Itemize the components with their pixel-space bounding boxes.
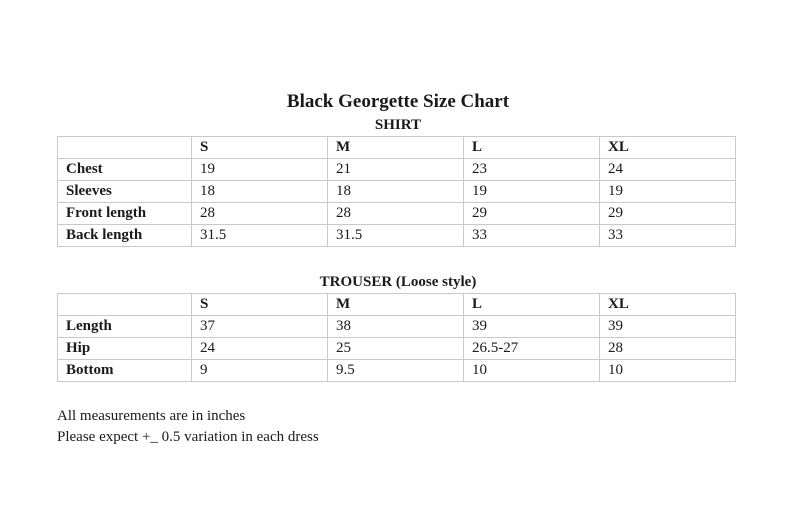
table-cell: 24 xyxy=(192,338,328,360)
table-cell: 37 xyxy=(192,316,328,338)
table-row-front-length xyxy=(58,203,736,225)
table-row-bottom xyxy=(58,360,736,382)
table-cell: 31.5 xyxy=(192,225,328,247)
table-cell: 19 xyxy=(464,181,600,203)
header-cell-m: M xyxy=(328,294,464,316)
header-cell-xl: XL xyxy=(600,294,736,316)
table-cell: 25 xyxy=(328,338,464,360)
header-cell-s: S xyxy=(192,294,328,316)
table-cell: 33 xyxy=(464,225,600,247)
page-title: Black Georgette Size Chart xyxy=(286,91,510,112)
shirt-size-table xyxy=(57,136,736,247)
trouser-size-table xyxy=(57,293,736,382)
table-cell: 9 xyxy=(192,360,328,382)
table-cell: 28 xyxy=(328,203,464,225)
row-label: Back length xyxy=(58,225,192,247)
row-label: Bottom xyxy=(58,360,192,382)
table-cell: 38 xyxy=(328,316,464,338)
header-cell-empty xyxy=(58,294,192,316)
table-cell: 33 xyxy=(600,225,736,247)
note-units: All measurements are in inches xyxy=(57,408,246,424)
table-cell: 10 xyxy=(464,360,600,382)
measurement-notes xyxy=(57,406,319,448)
table-cell: 19 xyxy=(600,181,736,203)
header-cell-empty xyxy=(58,137,192,159)
table-header-row xyxy=(58,294,736,316)
table-row-hip xyxy=(58,338,736,360)
header-cell-l: L xyxy=(464,294,600,316)
table-cell: 10 xyxy=(600,360,736,382)
table-cell: 9.5 xyxy=(328,360,464,382)
table-header-row xyxy=(58,137,736,159)
header-cell-m: M xyxy=(328,137,464,159)
row-label: Length xyxy=(58,316,192,338)
table-row-back-length xyxy=(58,225,736,247)
table-cell: 28 xyxy=(600,338,736,360)
row-label: Front length xyxy=(58,203,192,225)
header-cell-l: L xyxy=(464,137,600,159)
table-cell: 31.5 xyxy=(328,225,464,247)
table-cell: 28 xyxy=(192,203,328,225)
table-row-sleeves xyxy=(58,181,736,203)
row-label: Hip xyxy=(58,338,192,360)
header-cell-s: S xyxy=(192,137,328,159)
header-cell-xl: XL xyxy=(600,137,736,159)
table-cell: 26.5-27 xyxy=(464,338,600,360)
note-variation: Please expect +_ 0.5 variation in each dress xyxy=(57,429,319,445)
table-cell: 23 xyxy=(464,159,600,181)
table-cell: 19 xyxy=(192,159,328,181)
table-row-length xyxy=(58,316,736,338)
table-cell: 21 xyxy=(328,159,464,181)
row-label: Chest xyxy=(58,159,192,181)
table-cell: 18 xyxy=(328,181,464,203)
table-cell: 39 xyxy=(600,316,736,338)
table-cell: 29 xyxy=(600,203,736,225)
table-row-chest xyxy=(58,159,736,181)
table-cell: 18 xyxy=(192,181,328,203)
table-cell: 39 xyxy=(464,316,600,338)
trouser-heading: TROUSER (Loose style) xyxy=(319,274,477,290)
table-cell: 24 xyxy=(600,159,736,181)
shirt-heading: SHIRT xyxy=(374,117,422,133)
row-label: Sleeves xyxy=(58,181,192,203)
table-cell: 29 xyxy=(464,203,600,225)
